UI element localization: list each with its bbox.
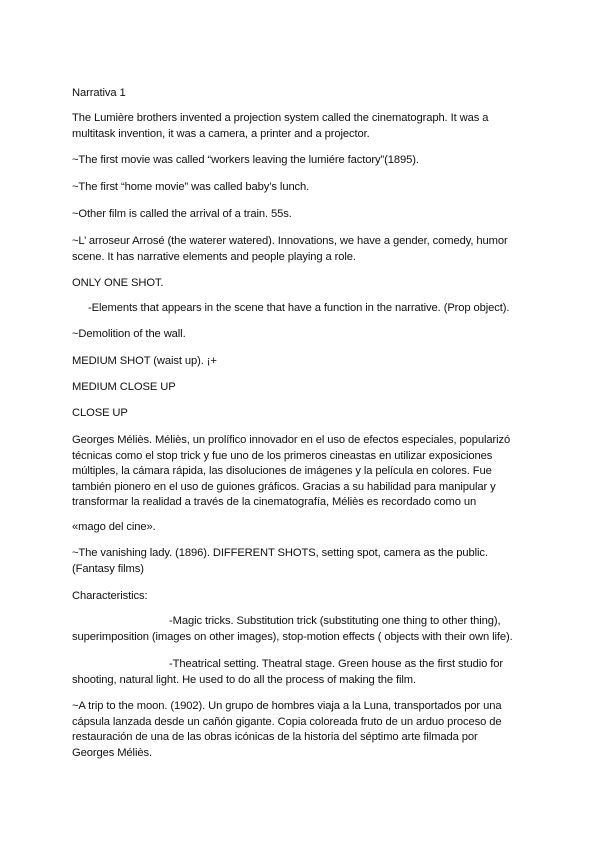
text-line: The Lumière brothers invented a projection system called the cinematograph. It was a	[72, 112, 489, 124]
paragraph-first-movie: ~The first movie was called “workers leaving the lumiére factory”(1895).	[72, 154, 419, 166]
text-line: multitask invention, it was a camera, a printer and a projector.	[72, 127, 370, 140]
paragraph-theatrical-setting	[72, 657, 532, 688]
text-line: ~The vanishing lady. (1896). DIFFERENT SHOTS, setting spot, camera as the public.	[72, 547, 488, 559]
paragraph-melies	[72, 433, 532, 511]
text-line: -Magic tricks. Substitution trick (substituting one thing to other thing),	[169, 615, 501, 627]
paragraph-mago-del-cine: «mago del cine».	[72, 521, 156, 533]
text-line: ~A trip to the moon. (1902). Un grupo de hombres viaja a la Luna, transportados por una	[72, 700, 502, 712]
text-line: técnicas como el stop trick y fue uno de los primeros cineastas en utilizar exposiciones	[72, 449, 493, 462]
paragraph-arrival-train: ~Other film is called the arrival of a train. 55s.	[72, 208, 292, 220]
text-line: scene. It has narrative elements and people playing a role.	[72, 250, 356, 263]
text-line: también pionero en el uso de guiones gráficos. Gracias a su habilidad para manipular y	[72, 480, 496, 493]
paragraph-close-up: CLOSE UP	[72, 407, 128, 419]
paragraph-arroseur	[72, 234, 532, 265]
paragraph-medium-shot: MEDIUM SHOT (waist up). ¡+	[72, 355, 217, 367]
text-line: cápsula lanzada desde un cañón gigante. Copia coloreada fruto de un arduo proceso de	[72, 715, 502, 728]
paragraph-vanishing-lady	[72, 546, 532, 577]
paragraph-home-movie: ~The first “home movie” was called baby’s lunch.	[72, 181, 310, 193]
paragraph-characteristics: Characteristics:	[72, 590, 148, 602]
text-line: múltiples, la cámara rápida, las disoluciones de imágenes y la película en colores. Fue	[72, 465, 492, 477]
text-line: (Fantasy films)	[72, 562, 144, 575]
paragraph-only-one-shot: ONLY ONE SHOT.	[72, 277, 164, 289]
text-line: ~L’ arroseur Arrosé (the waterer watered). Innovations, we have a gender, comedy, humor	[72, 235, 508, 247]
paragraph-trip-to-moon	[72, 699, 532, 761]
text-line: -Theatrical setting. Theatral stage. Green house as the first studio for	[169, 658, 503, 670]
text-line: restauración de una de las obras icónicas de la historia del séptimo arte filmada por	[72, 731, 478, 743]
text-line: shooting, natural light. He used to do all the process of making the film.	[72, 673, 416, 686]
paragraph-medium-close-up: MEDIUM CLOSE UP	[72, 381, 176, 393]
paragraph-lumiere	[72, 111, 532, 142]
text-line: Georges Méliès.	[72, 746, 152, 759]
document-title: Narrativa 1	[72, 87, 126, 99]
text-line: Georges Méliès. Méliès, un prolífico innovador en el uso de efectos especiales, popularizó	[72, 434, 511, 446]
paragraph-demolition: ~Demolition of the wall.	[72, 328, 186, 340]
paragraph-magic-tricks	[72, 614, 532, 645]
text-line: superimposition (images on other images), stop-motion effects ( objects with their own life).	[72, 630, 513, 643]
text-line: transformar la realidad a través de la cinematografía, Méliès es recordado como un	[72, 496, 477, 508]
paragraph-prop-object: -Elements that appears in the scene that have a function in the narrative. (Prop object).	[88, 302, 510, 314]
